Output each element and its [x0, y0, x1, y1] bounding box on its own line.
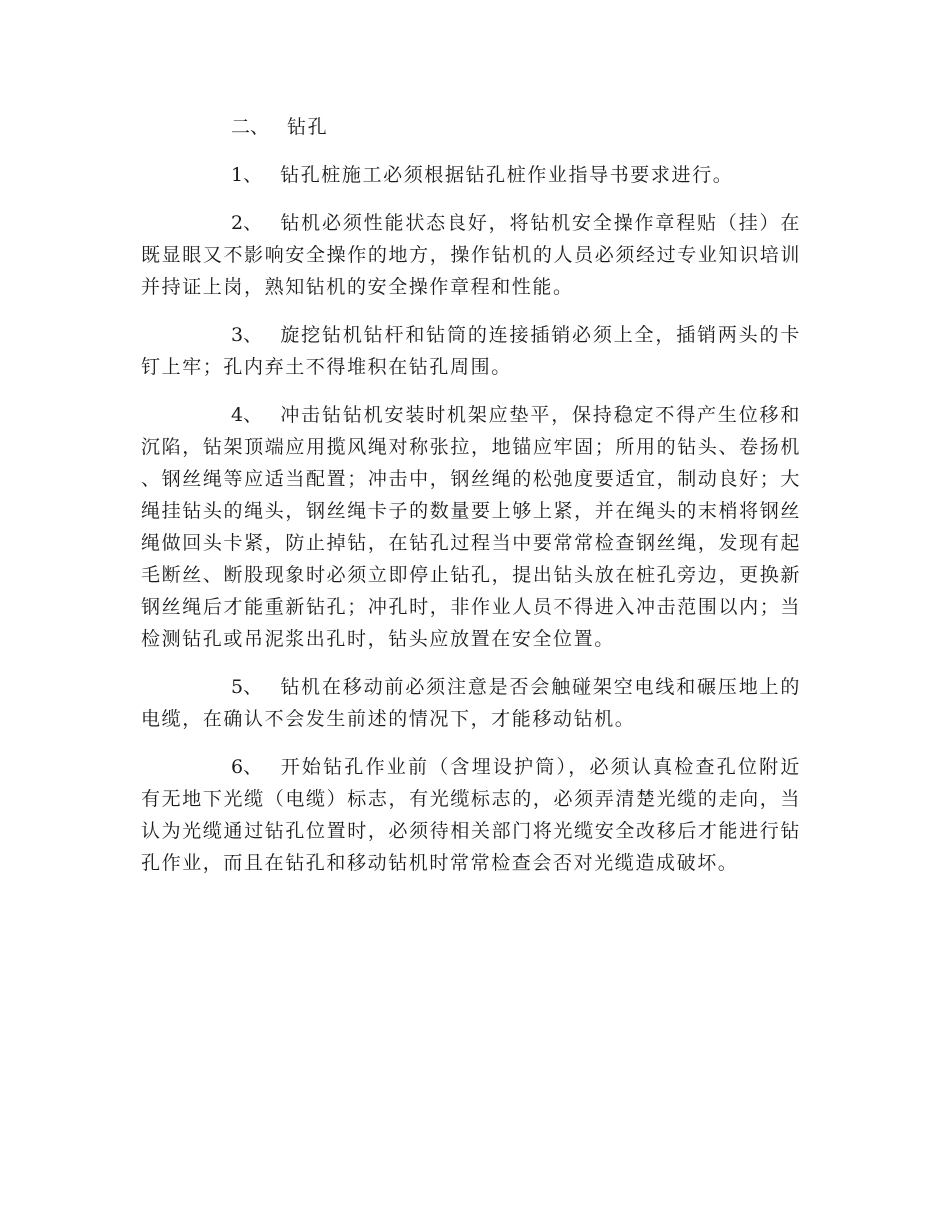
- paragraph-4: [141, 399, 801, 655]
- section-number: 二、: [231, 116, 270, 138]
- paragraph-text: 钻机必须性能状态良好，将钻机安全操作章程贴（挂）在既显眼又不影响安全操作的地方，操作钻机的人员必须经过专业知识培训并持证上岗，熟知钻机的安全操作章程和性能。: [141, 212, 801, 298]
- paragraph-1: [141, 159, 801, 191]
- paragraph-text: 旋挖钻机钻杆和钻筒的连接插销必须上全，插销两头的卡钉上牢；孔内弃土不得堆积在钻孔周围。: [141, 324, 801, 378]
- paragraph-3: [141, 319, 801, 383]
- section-title: 钻孔: [287, 116, 329, 138]
- paragraph-6: [141, 751, 801, 879]
- paragraph-number: 4、: [231, 404, 263, 426]
- paragraph-number: 1、: [231, 164, 263, 186]
- paragraph-text: 冲击钻钻机安装时机架应垫平，保持稳定不得产生位移和沉陷，钻架顶端应用揽风绳对称张拉，地锚应牢固；所用的钻头、卷扬机、钢丝绳等应适当配置；冲击中，钢丝绳的松弛度要适宜，制动良好；大绳挂钻头的绳头，钢丝绳卡子的数量要上够上紧，并在绳头的末梢将钢丝绳做回头卡紧，防止掉钻，在钻孔过程当中要常常检查钢丝绳，发现有起毛断丝、断股现象时必须立即停止钻孔，提出钻头放在桩孔旁边，更换新钢丝绳后才能重新钻孔；冲孔时，非作业人员不得进入冲击范围以内；当检测钻孔或吊泥浆出孔时，钻头应放置在安全位置。: [141, 404, 801, 650]
- paragraph-5: [141, 671, 801, 735]
- paragraph-number: 3、: [231, 324, 263, 346]
- paragraph-number: 6、: [231, 756, 263, 778]
- paragraph-text: 开始钻孔作业前（含埋设护筒），必须认真检查孔位附近有无地下光缆（电缆）标志，有光缆标志的，必须弄清楚光缆的走向，当认为光缆通过钻孔位置时，必须待相关部门将光缆安全改移后才能进行钻孔作业，而且在钻孔和移动钻机时常常检查会否对光缆造成破坏。: [141, 756, 801, 874]
- section-heading: [141, 111, 801, 143]
- paragraph-number: 2、: [231, 212, 263, 234]
- document-body: [141, 111, 801, 895]
- paragraph-2: [141, 207, 801, 303]
- paragraph-text: 钻孔桩施工必须根据钻孔桩作业指导书要求进行。: [280, 164, 734, 186]
- paragraph-text: 钻机在移动前必须注意是否会触碰架空电线和碾压地上的电缆，在确认不会发生前述的情况下，才能移动钻机。: [141, 676, 801, 730]
- paragraph-number: 5、: [231, 676, 263, 698]
